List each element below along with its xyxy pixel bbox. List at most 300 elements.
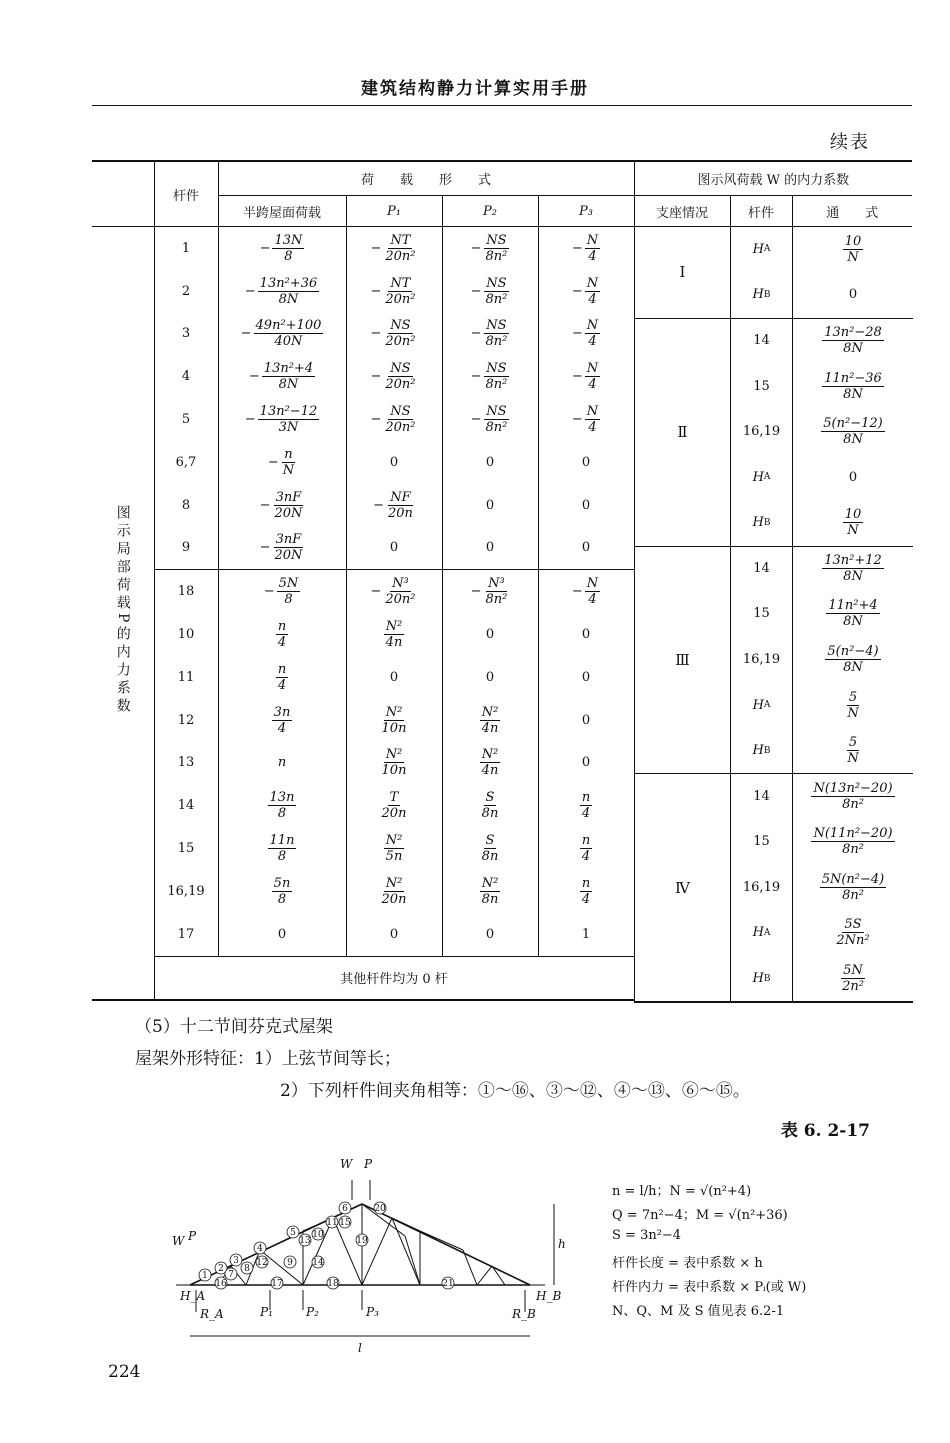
coefficient-3: 0 xyxy=(581,540,591,556)
wind-formula-cell xyxy=(793,773,913,819)
wind-member-letter: H xyxy=(752,925,764,941)
numerator: 5S xyxy=(844,917,862,933)
denominator: 8 xyxy=(284,592,293,608)
header-wind-member: 杆件 xyxy=(730,196,792,227)
wind-member-subscript: A xyxy=(763,700,771,711)
denominator: 8n² xyxy=(842,842,864,858)
coef-cell xyxy=(346,656,442,699)
wind-formula xyxy=(811,826,894,857)
numerator: N xyxy=(586,318,599,334)
header-support: 支座情况 xyxy=(634,196,730,227)
legend-line: S = 3n²−4 xyxy=(612,1228,682,1243)
numerator: NS xyxy=(486,275,507,291)
denominator: 4 xyxy=(588,248,597,264)
denominator: 4n xyxy=(385,635,403,651)
numerator: NT xyxy=(390,275,411,291)
numerator: NS xyxy=(390,361,411,377)
member-number xyxy=(154,570,218,613)
denominator: 10n xyxy=(381,720,407,736)
minus-sign: − xyxy=(259,540,271,556)
coefficient-1 xyxy=(380,747,409,778)
support-case: Ⅲ xyxy=(635,546,731,774)
denominator: 8n² xyxy=(485,592,508,608)
wind-member: 15 xyxy=(731,591,793,637)
wind-member xyxy=(731,956,793,1002)
wind-formula-cell xyxy=(793,500,913,546)
wind-formula xyxy=(843,507,864,538)
side-label-cell xyxy=(92,227,154,1001)
label-p-left: P xyxy=(188,1229,197,1243)
member-15: 15 xyxy=(339,1218,351,1228)
member-1: 1 xyxy=(202,1271,208,1281)
member-number xyxy=(154,227,218,270)
cell-text: 17 xyxy=(177,926,195,942)
wind-formula: 0 xyxy=(848,287,858,303)
member-9: 9 xyxy=(287,1258,293,1268)
minus-sign: − xyxy=(263,584,275,600)
coefficient-0: n xyxy=(277,755,287,771)
denominator: 40N xyxy=(274,334,303,350)
numerator: n xyxy=(277,661,287,677)
denominator: 20n² xyxy=(385,592,416,608)
coef-cell xyxy=(442,398,538,441)
coefficient-0 xyxy=(260,233,305,264)
header-p1: P₁ xyxy=(346,196,442,227)
coefficient-0 xyxy=(245,404,319,435)
minus-sign: − xyxy=(267,454,279,470)
coefficient-0 xyxy=(245,276,319,307)
numerator: N xyxy=(586,275,599,291)
denominator: 8n² xyxy=(842,887,864,903)
wind-formula xyxy=(822,553,884,584)
minus-sign: − xyxy=(470,369,482,385)
member-17: 17 xyxy=(271,1279,283,1289)
coefficient-0 xyxy=(268,790,297,821)
coefficient-0 xyxy=(260,490,305,521)
member-8: 8 xyxy=(244,1264,250,1274)
coefficient-2 xyxy=(471,318,510,349)
label-rb: R_B xyxy=(512,1307,536,1321)
coefficient-3: 0 xyxy=(581,454,591,470)
coef-cell xyxy=(346,827,442,870)
minus-sign: − xyxy=(244,283,256,299)
minus-sign: − xyxy=(370,584,382,600)
member-13: 13 xyxy=(299,1236,311,1246)
cell-text: 15 xyxy=(177,841,195,857)
wind-formula xyxy=(822,371,884,402)
header-rule xyxy=(92,105,912,106)
cell-text: 5 xyxy=(181,412,191,428)
denominator: 20n xyxy=(381,806,407,822)
legend-line: Q = 7n²−4；M = √(n²+36) xyxy=(612,1208,788,1223)
denominator: 8 xyxy=(277,849,287,865)
coefficient-0: 0 xyxy=(277,926,287,942)
wind-member-letter: H xyxy=(752,971,764,987)
coef-cell xyxy=(218,656,346,699)
minus-sign: − xyxy=(571,369,583,385)
running-title: 建筑结构静力计算实用手册 xyxy=(361,79,589,99)
coef-cell xyxy=(346,441,442,484)
coefficient-1 xyxy=(380,876,409,907)
support-case: Ⅳ xyxy=(635,773,731,1001)
coef-cell xyxy=(218,742,346,785)
feature-2: 2）下列杆件间夹角相等：①～⑯、③～⑫、④～⑬、⑥～⑮。 xyxy=(280,1081,750,1101)
numerator: n xyxy=(581,790,591,806)
coef-cell xyxy=(538,784,634,827)
coef-cell xyxy=(218,527,346,570)
wind-member xyxy=(731,728,793,774)
coefficient-3 xyxy=(572,233,600,264)
denominator: 4 xyxy=(588,592,597,608)
member-number xyxy=(154,613,218,656)
coefficient-3 xyxy=(572,576,600,607)
coefficient-1 xyxy=(370,404,417,435)
coef-cell xyxy=(538,870,634,913)
wind-member xyxy=(731,272,793,318)
wind-member-letter: H xyxy=(752,469,764,485)
top-chord-right xyxy=(362,1204,530,1285)
member-number xyxy=(154,784,218,827)
cell-text: 1 xyxy=(181,240,191,256)
coef-cell xyxy=(218,313,346,356)
denominator: 20n xyxy=(381,891,407,907)
coef-cell xyxy=(346,913,442,956)
numerator: N² xyxy=(385,875,403,891)
numerator: N³ xyxy=(488,576,505,592)
minus-sign: − xyxy=(373,497,384,513)
minus-sign: − xyxy=(470,283,482,299)
member-number xyxy=(154,484,218,527)
denominator: 4 xyxy=(581,849,591,865)
cell-text: 16,19 xyxy=(167,883,205,899)
coef-cell xyxy=(442,784,538,827)
coefficient-3: 0 xyxy=(581,755,591,771)
member-16: 16 xyxy=(215,1279,227,1289)
numerator: 13n²+4 xyxy=(263,361,314,377)
numerator: N² xyxy=(385,833,403,849)
coef-cell xyxy=(538,441,634,484)
coef-cell xyxy=(442,699,538,742)
coef-cell xyxy=(346,742,442,785)
wind-formula-cell xyxy=(793,819,913,865)
coef-cell xyxy=(538,913,634,956)
coefficient-2 xyxy=(471,276,510,307)
wind-member: 14 xyxy=(731,773,793,819)
wind-formula xyxy=(820,872,887,903)
coef-cell xyxy=(218,398,346,441)
wind-member xyxy=(731,454,793,500)
coef-cell xyxy=(442,484,538,527)
wind-member xyxy=(731,500,793,546)
coefficient-1 xyxy=(370,576,417,607)
coefficient-1 xyxy=(370,361,417,392)
cell-text: 8 xyxy=(181,497,191,513)
wind-formula-cell xyxy=(793,272,913,318)
minus-sign: − xyxy=(370,369,382,385)
coefficient-0 xyxy=(249,361,315,392)
wind-formula-cell xyxy=(793,363,913,409)
coef-cell xyxy=(538,570,634,613)
member-10: 10 xyxy=(312,1230,324,1240)
minus-sign: − xyxy=(244,412,256,428)
denominator: 8N xyxy=(278,291,299,307)
wind-formula xyxy=(822,325,884,356)
denominator: 5n xyxy=(385,849,403,865)
coefficient-2 xyxy=(471,576,510,607)
coef-cell xyxy=(442,270,538,313)
wind-formula xyxy=(845,690,860,721)
coef-cell xyxy=(346,270,442,313)
wind-formula xyxy=(811,781,894,812)
coef-cell xyxy=(538,355,634,398)
coefficient-3 xyxy=(580,876,592,907)
numerator: 11n²+4 xyxy=(828,598,878,614)
member-7: 7 xyxy=(228,1270,234,1280)
numerator: 11n xyxy=(269,833,295,849)
minus-sign: − xyxy=(470,584,482,600)
denominator: 8n² xyxy=(485,377,508,393)
wind-member xyxy=(731,227,793,273)
numerator: NS xyxy=(486,318,507,334)
coefficient-2: 0 xyxy=(485,669,495,685)
wind-member xyxy=(731,682,793,728)
numerator: 3nF xyxy=(275,532,302,548)
minus-sign: − xyxy=(571,240,583,256)
label-w-left: W xyxy=(172,1234,185,1248)
coefficient-0 xyxy=(241,318,324,349)
denominator: N xyxy=(847,523,859,539)
member-6: 6 xyxy=(342,1204,348,1214)
member-19: 19 xyxy=(356,1236,368,1246)
numerator: N xyxy=(586,361,599,377)
coefficient-3: 0 xyxy=(581,497,591,513)
coef-cell xyxy=(346,784,442,827)
minus-sign: − xyxy=(470,326,482,342)
numerator: N² xyxy=(481,704,499,720)
coefficient-1 xyxy=(384,619,405,650)
coefficient-1 xyxy=(380,790,409,821)
coef-cell xyxy=(538,484,634,527)
coef-cell xyxy=(442,355,538,398)
corner-cell xyxy=(92,161,154,227)
numerator: N² xyxy=(385,747,403,763)
wind-formula: 0 xyxy=(848,469,858,485)
wind-formula xyxy=(840,963,866,994)
numerator: 10 xyxy=(844,233,862,249)
coefficient-2 xyxy=(480,833,501,864)
legend-line: 杆件内力 = 表中系数 × Pᵢ(或 W) xyxy=(612,1280,807,1295)
member-number xyxy=(154,398,218,441)
numerator: N xyxy=(586,404,599,420)
continued-label: 续表 xyxy=(830,132,870,153)
denominator: 8N xyxy=(843,569,863,585)
label-w-top: W xyxy=(340,1157,353,1171)
denominator: 3N xyxy=(278,420,299,436)
coef-cell xyxy=(218,870,346,913)
coefficient-2 xyxy=(471,233,510,264)
header-half-span: 半跨屋面荷载 xyxy=(218,196,346,227)
cell-text: 6,7 xyxy=(175,454,197,470)
denominator: 20n² xyxy=(385,377,416,393)
member-12: 12 xyxy=(256,1258,268,1268)
header-wind: 图示风荷载 W 的内力系数 xyxy=(634,161,912,196)
coefficient-2 xyxy=(480,876,501,907)
wind-member-letter: H xyxy=(752,287,764,303)
coefficient-2 xyxy=(471,361,510,392)
denominator: 2Nn² xyxy=(836,933,870,949)
coefficient-3 xyxy=(572,361,600,392)
section-title: （5）十二节间芬克式屋架 xyxy=(135,1017,333,1037)
minus-sign: − xyxy=(571,412,583,428)
page-number: 224 xyxy=(108,1362,141,1382)
coefficient-3 xyxy=(572,318,600,349)
coefficient-1 xyxy=(384,833,405,864)
side-label: 图示局部荷载P的内力系数 xyxy=(114,505,131,717)
coefficient-2 xyxy=(480,705,501,736)
coef-cell xyxy=(346,398,442,441)
numerator: 5N xyxy=(278,576,299,592)
wind-formula xyxy=(825,644,880,675)
coef-cell xyxy=(218,913,346,956)
member-number xyxy=(154,656,218,699)
header-formula: 通 式 xyxy=(792,196,912,227)
member-number xyxy=(154,313,218,356)
coefficient-2: 0 xyxy=(485,926,495,942)
support-case: Ⅱ xyxy=(635,318,731,546)
member-number xyxy=(154,913,218,956)
numerator: 13n²+36 xyxy=(259,275,318,291)
denominator: 8n² xyxy=(485,248,508,264)
numerator: NS xyxy=(390,318,411,334)
denominator: 4 xyxy=(277,720,287,736)
wind-formula-cell xyxy=(793,546,913,592)
coef-cell xyxy=(218,355,346,398)
wind-formula-cell xyxy=(793,227,913,273)
denominator: 8 xyxy=(284,248,293,264)
denominator: N xyxy=(847,705,859,721)
wind-member-letter: H xyxy=(752,697,764,713)
coefficient-0 xyxy=(264,576,301,607)
coefficient-2: 0 xyxy=(485,497,495,513)
coefficient-0 xyxy=(268,447,296,478)
minus-sign: − xyxy=(571,584,583,600)
coefficient-3: 0 xyxy=(581,712,591,728)
header-member: 杆件 xyxy=(154,161,218,227)
coef-cell xyxy=(538,699,634,742)
wind-formula-cell xyxy=(793,637,913,683)
denominator: 8N xyxy=(843,659,863,675)
denominator: 2n² xyxy=(842,979,864,995)
coef-cell xyxy=(442,227,538,270)
truss-diagram xyxy=(150,1140,590,1360)
member-20: 20 xyxy=(374,1204,386,1214)
coefficient-1: 0 xyxy=(389,454,399,470)
coefficient-1 xyxy=(370,318,417,349)
wind-formula-cell xyxy=(793,409,913,455)
denominator: 4 xyxy=(588,377,597,393)
denominator: N xyxy=(847,249,859,265)
denominator: N xyxy=(847,751,859,767)
coefficient-1: 0 xyxy=(389,540,399,556)
denominator: 8n xyxy=(481,849,499,865)
denominator: 10n xyxy=(381,763,407,779)
denominator: 8n² xyxy=(485,291,508,307)
cell-text: 9 xyxy=(181,540,191,556)
coefficient-3 xyxy=(580,790,592,821)
wind-formula-cell xyxy=(793,318,913,364)
coefficient-3 xyxy=(572,404,600,435)
coefficient-0 xyxy=(276,662,288,693)
numerator: 5(n²−12) xyxy=(823,416,883,432)
wind-member-letter: H xyxy=(752,515,764,531)
numerator: N² xyxy=(385,619,403,635)
coef-cell xyxy=(538,613,634,656)
member-2: 2 xyxy=(218,1264,224,1274)
member-number xyxy=(154,270,218,313)
numerator: 5n xyxy=(273,875,291,891)
numerator: 13n²−12 xyxy=(259,404,318,420)
denominator: 20N xyxy=(274,505,303,521)
numerator: T xyxy=(389,790,399,806)
label-p3: P₃ xyxy=(366,1305,379,1319)
numerator: n xyxy=(284,446,293,462)
member-18: 18 xyxy=(327,1279,339,1289)
numerator: NS xyxy=(486,361,507,377)
minus-sign: − xyxy=(370,283,382,299)
wind-member-subscript: B xyxy=(763,973,771,984)
member-number xyxy=(154,870,218,913)
denominator: 4 xyxy=(581,891,591,907)
coef-cell xyxy=(442,527,538,570)
numerator: NS xyxy=(390,404,411,420)
denominator: 8n xyxy=(481,806,499,822)
wind-member: 16,19 xyxy=(731,409,793,455)
wind-member: 16,19 xyxy=(731,637,793,683)
denominator: 20n² xyxy=(385,291,416,307)
denominator: 8n² xyxy=(485,420,508,436)
label-ra: R_A xyxy=(200,1307,224,1321)
coefficient-1 xyxy=(373,490,415,521)
coefficient-0 xyxy=(268,833,297,864)
member-5: 5 xyxy=(290,1228,296,1238)
wind-member-subscript: A xyxy=(763,472,771,483)
numerator: n xyxy=(581,875,591,891)
label-p-top: P xyxy=(364,1157,373,1171)
member-number xyxy=(154,699,218,742)
member-3: 3 xyxy=(233,1256,239,1266)
denominator: 8N xyxy=(278,377,299,393)
coef-cell xyxy=(442,570,538,613)
numerator: 5 xyxy=(848,735,858,751)
coef-cell xyxy=(346,570,442,613)
wind-formula xyxy=(834,917,871,948)
wind-formula-cell xyxy=(793,956,913,1002)
coefficient-3: 0 xyxy=(581,669,591,685)
numerator: N² xyxy=(481,875,499,891)
minus-sign: − xyxy=(370,412,382,428)
coefficient-3: 0 xyxy=(581,627,591,643)
numerator: N xyxy=(586,232,599,248)
cell-text: 3 xyxy=(181,326,191,342)
feature-1: 屋架外形特征：1）上弦节间等长； xyxy=(135,1049,401,1069)
coef-cell xyxy=(346,699,442,742)
numerator: 3nF xyxy=(275,489,302,505)
coefficient-3: 1 xyxy=(581,926,591,942)
numerator: 13n²+12 xyxy=(824,553,882,569)
cell-text: 13 xyxy=(177,755,195,771)
coef-cell xyxy=(538,527,634,570)
numerator: 11n²−36 xyxy=(824,370,882,386)
